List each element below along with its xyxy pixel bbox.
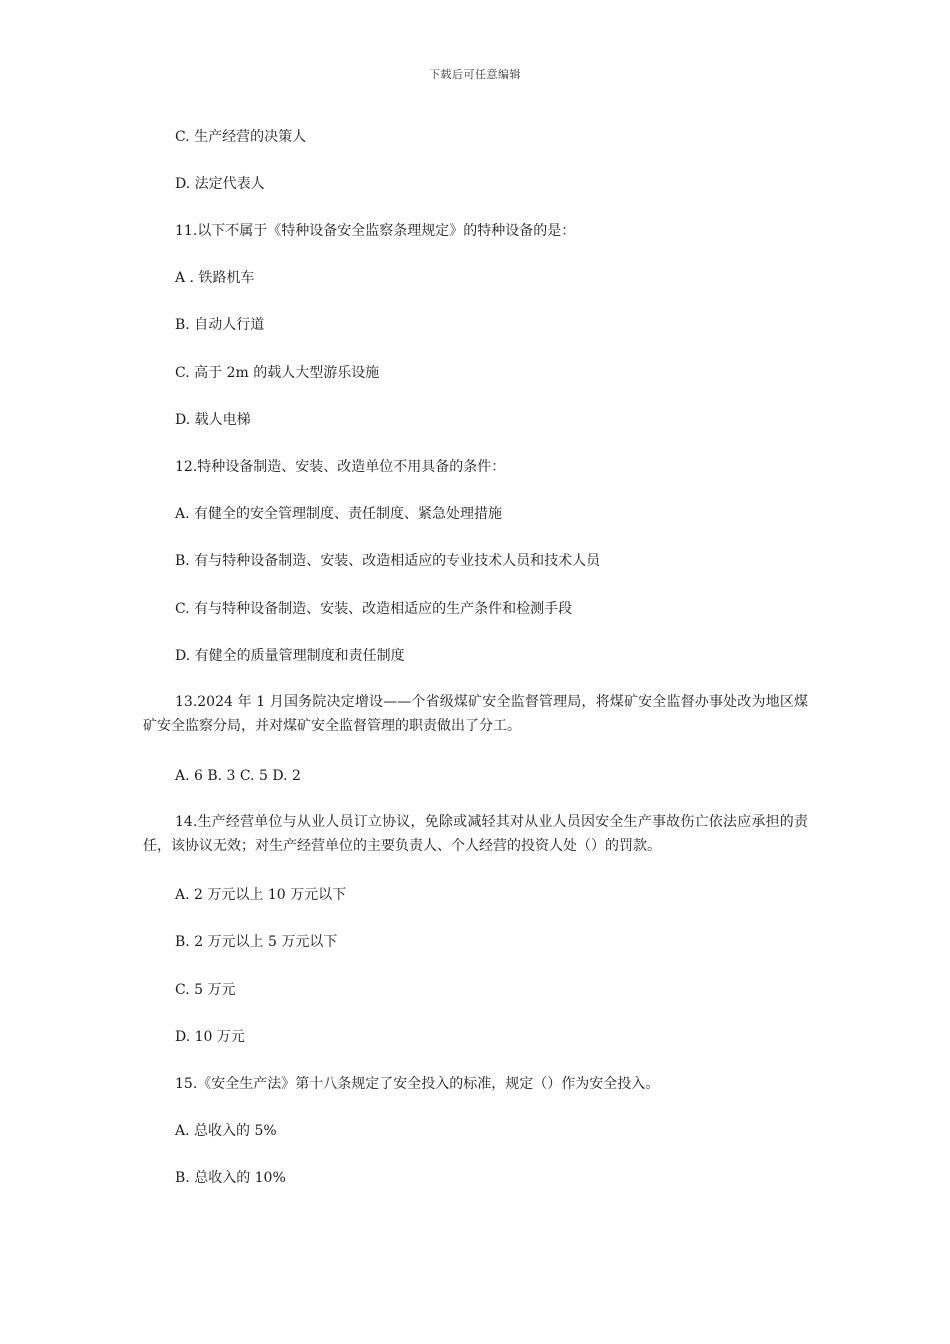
option-10c: C. 生产经营的决策人 [175,129,307,145]
question-15: 15.《安全生产法》第十八条规定了安全投入的标准，规定（）作为安全投入。 [175,1076,660,1092]
option-12c: C. 有与特种设备制造、安装、改造相适应的生产条件和检测手段 [175,601,573,617]
option-15b: B. 总收入的 10% [175,1170,286,1186]
question-11: 11.以下不属于《特种设备安全监察条理规定》的特种设备的是： [175,223,576,239]
question-13: 13.2024 年 1 月国务院决定增设——个省级煤矿安全监督管理局，将煤矿安全监督办事处改为地区煤矿安全监察分局，并对煤矿安全监督管理的职责做出了分工。 [143,694,808,734]
option-12a: A. 有健全的安全管理制度、责任制度、紧急处理措施 [175,506,503,522]
option-14b: B. 2 万元以上 5 万元以下 [175,934,338,950]
option-11c: C. 高于 2m 的载人大型游乐设施 [175,365,380,381]
option-15a: A. 总收入的 5% [175,1123,277,1139]
option-12d: D. 有健全的质量管理制度和责任制度 [175,648,405,664]
option-14a: A. 2 万元以上 10 万元以下 [175,887,347,903]
option-10d: D. 法定代表人 [175,176,265,192]
options-13: A. 6 B. 3 C. 5 D. 2 [175,768,301,784]
option-11b: B. 自动人行道 [175,317,265,333]
page-header: 下载后可任意编辑 [429,68,521,81]
option-12b: B. 有与特种设备制造、安装、改造相适应的专业技术人员和技术人员 [175,553,601,569]
option-11d: D. 载人电梯 [175,412,251,428]
option-14c: C. 5 万元 [175,982,236,998]
question-12: 12.特种设备制造、安装、改造单位不用具备的条件： [175,459,506,475]
question-14: 14.生产经营单位与从业人员订立协议，免除或减轻其对从业人员因安全生产事故伤亡依法应承担的责任，该协议无效；对生产经营单位的主要负责人、个人经营的投资人处（）的罚款。 [143,814,808,854]
option-14d: D. 10 万元 [175,1029,245,1045]
option-11a: A . 铁路机车 [175,270,255,286]
